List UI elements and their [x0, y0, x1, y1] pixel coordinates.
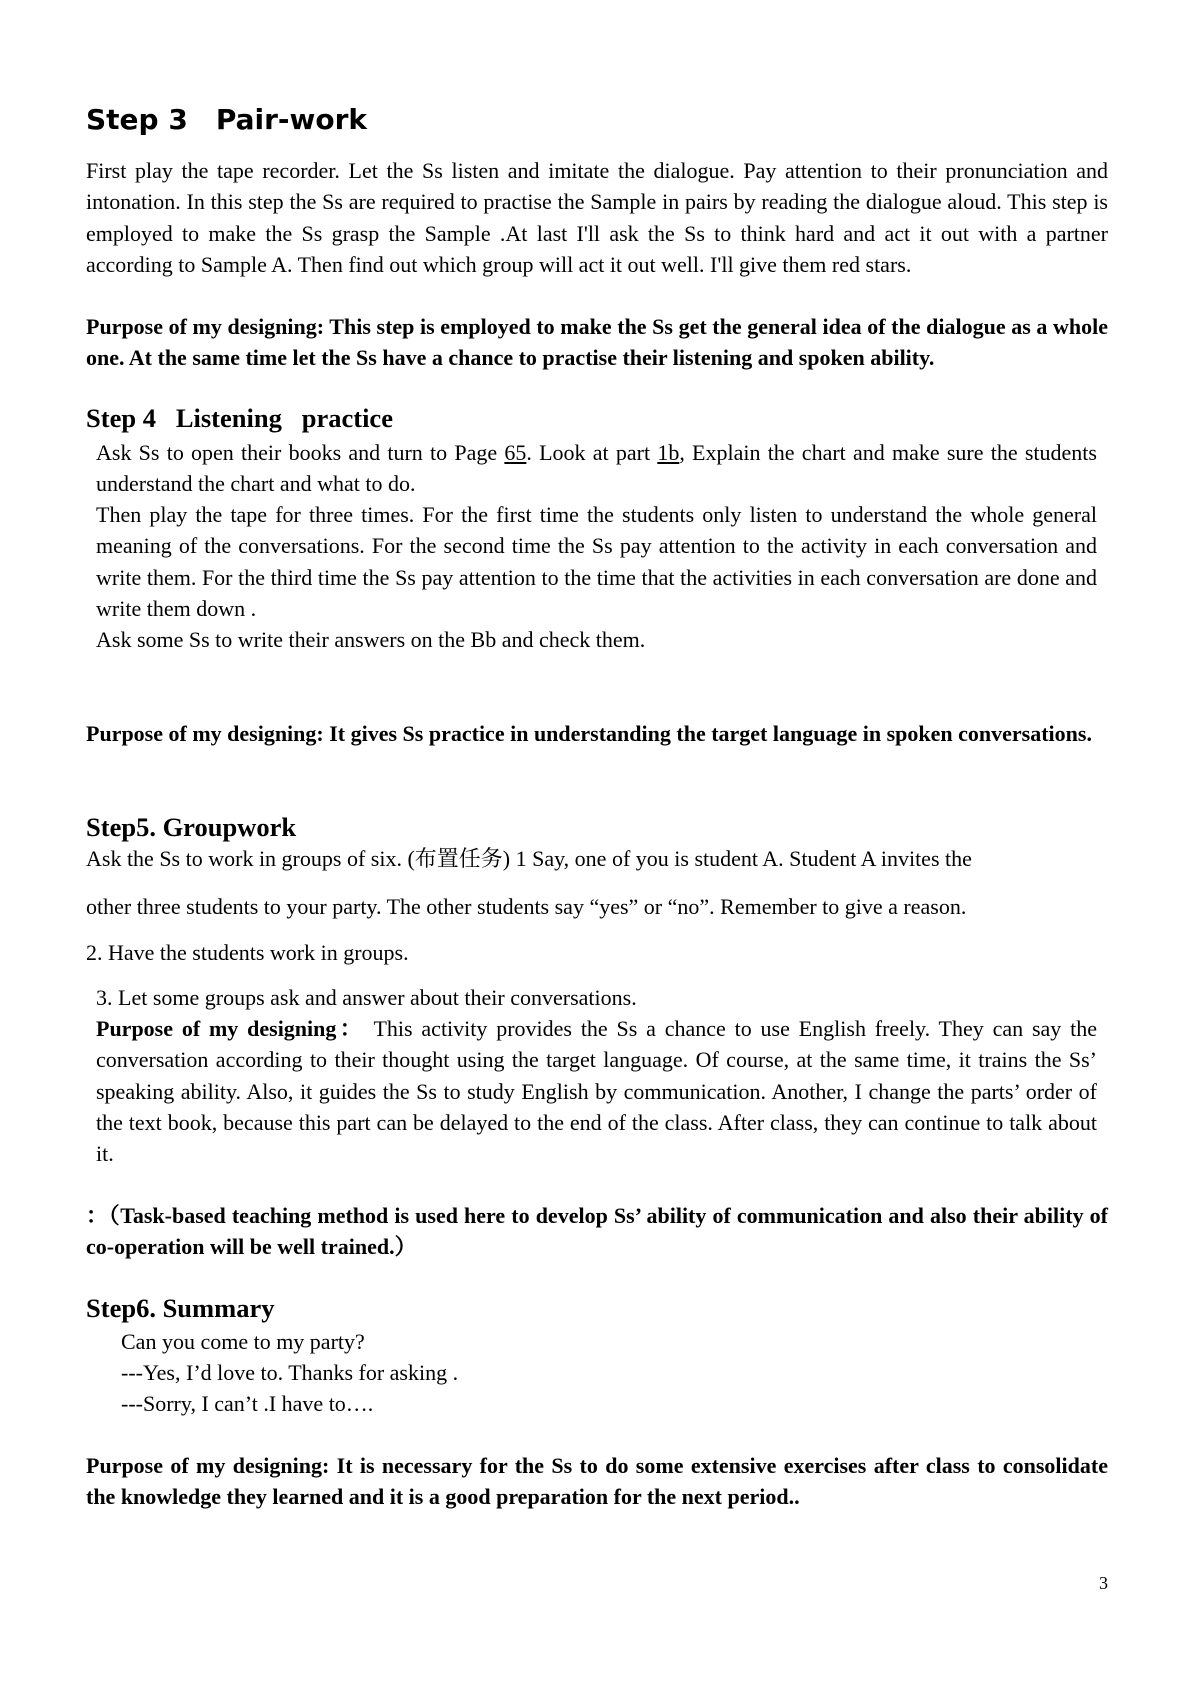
step4-heading-step: Step 4: [86, 403, 156, 433]
step4-purpose: Purpose of my designing: It gives Ss practice in understanding the target language in spoken conversations.: [86, 721, 1092, 746]
step4-p1-text-c: , Explain the chart and make sure the students understand the chart and what to do.: [96, 440, 1097, 497]
step4-heading-word2: practice: [301, 403, 393, 433]
step5-note: ：（Task-based teaching method is used here to develop Ss’ ability of communication and also their ability of co-operation will be well trained.）: [86, 1203, 1108, 1260]
part-ref: 1b: [657, 440, 680, 465]
step5-line1: Ask the Ss to work in groups of six. (布置任务) 1 Say, one of you is student A. Student A invites the: [86, 846, 972, 871]
step4-p1-text-a: Ask Ss to open their books and turn to Page: [96, 440, 505, 465]
step4-heading-word1: Listening: [175, 403, 282, 433]
step3-heading: Step 3 Pair-work: [86, 103, 368, 136]
step3-body: First play the tape recorder. Let the Ss listen and imitate the dialogue. Pay attention to their pronunciation and intonation. In this step the Ss are required to practise the Sample in pairs by reading the dialogue aloud. This step is employed to make the Ss grasp the Sample .At last I'll ask the Ss to think hard and act it out with a partner according to Sample A. Then find out which group will act it out well. I'll give them red stars.: [86, 158, 1108, 277]
summary-line-3: ---Sorry, I can’t .I have to….: [121, 1391, 374, 1416]
step5-heading: Step5. Groupwork: [86, 812, 297, 842]
step4-heading: [86, 403, 393, 434]
summary-line-1: Can you come to my party?: [121, 1329, 365, 1354]
step4-para3: Ask some Ss to write their answers on the Bb and check them.: [96, 627, 646, 652]
step4-p1-text-b: . Look at part: [526, 440, 658, 465]
page-number: 3: [1099, 1573, 1108, 1593]
step5-purpose-text: This activity provides the Ss a chance to use English freely. They can say the conversation according to their thought using the target language. Of course, at the same time, it trains the Ss’ speaking ability. Also, it guides the Ss to study English by communication. Another, I change the parts’ order of the text book, because this part can be delayed to the end of the class. After class, they can continue to talk about it.: [96, 1016, 1097, 1167]
page-ref: 65: [504, 440, 527, 465]
step4-para2: Then play the tape for three times. For the first time the students only listen to understand the whole general meaning of the conversations. For the second time the Ss pay attention to the activity in each conversation and write them. For the third time the Ss pay attention to the time that the activities in each conversation are done and write them down .: [96, 502, 1097, 621]
summary-line-2: ---Yes, I’d love to. Thanks for asking .: [121, 1360, 459, 1385]
step6-heading: Step6. Summary: [86, 1293, 275, 1323]
step5-purpose-label: Purpose of my designing：: [96, 1016, 366, 1041]
step6-purpose: Purpose of my designing: It is necessary for the Ss to do some extensive exercises after class to consolidate the knowledge they learned and it is a good preparation for the next period..: [86, 1453, 1108, 1510]
step3-purpose: Purpose of my designing: This step is employed to make the Ss get the general idea of the dialogue as a whole one. At the same time let the Ss have a chance to practise their listening and spoken ability.: [86, 314, 1108, 371]
step5-line2: other three students to your party. The other students say “yes” or “no”. Remember to give a reason.: [86, 894, 967, 919]
step5-line3: 2. Have the students work in groups.: [86, 940, 409, 965]
step5-purpose: [96, 1013, 1097, 1169]
step5-line4: 3. Let some groups ask and answer about their conversations.: [96, 985, 637, 1010]
step4-para1: [96, 437, 1097, 500]
